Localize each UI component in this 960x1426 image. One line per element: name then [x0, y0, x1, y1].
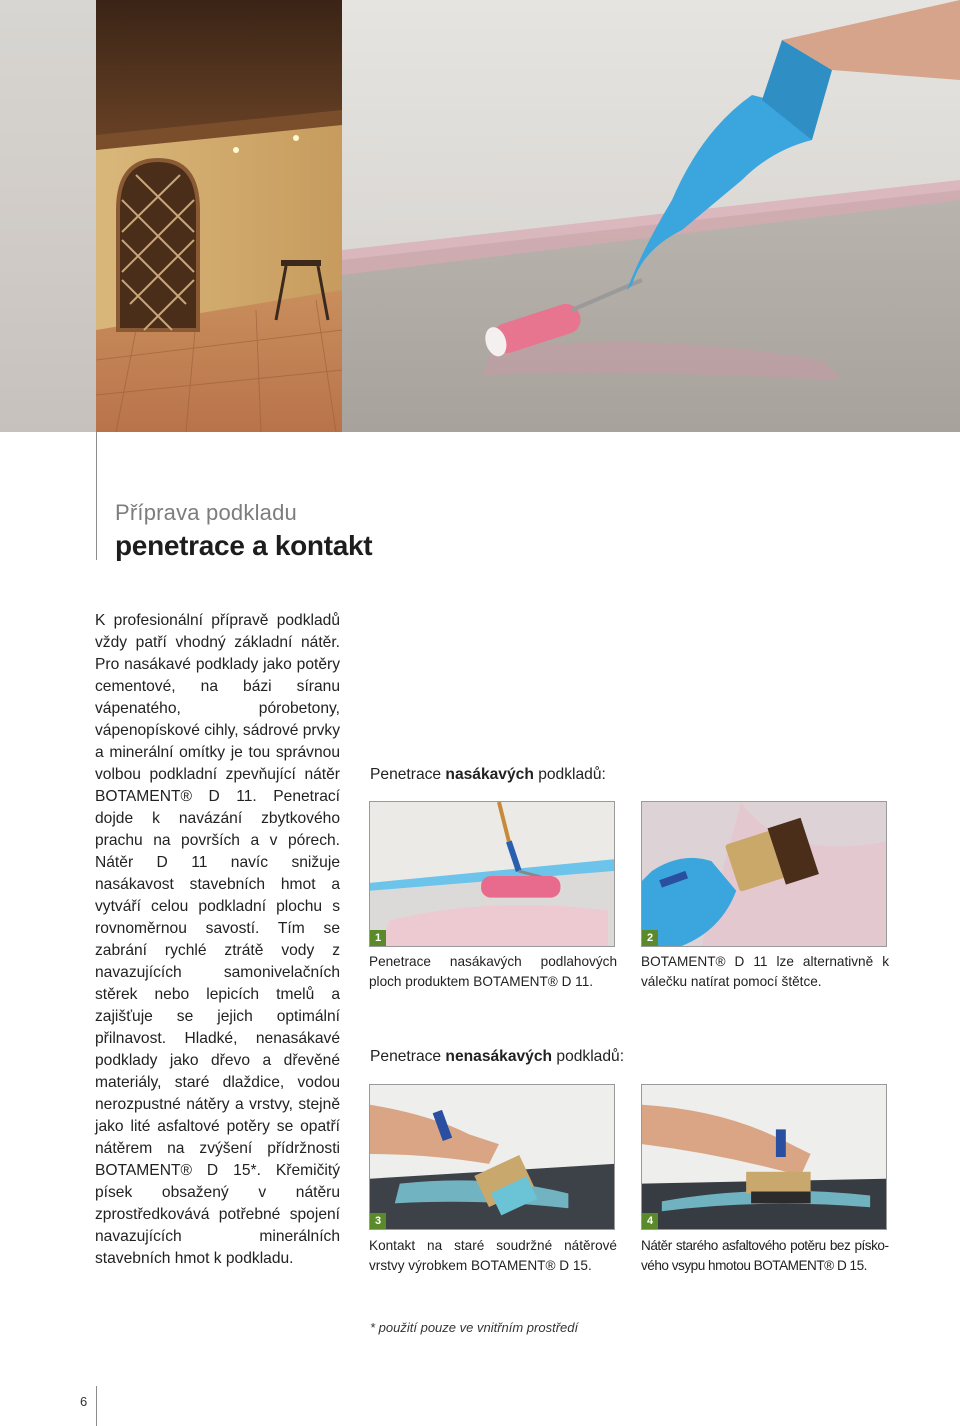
body-paragraph: K profesionální přípravě podkladů vždy patří vhodný základní nátěr. Pro nasákavé podklady jako potěry cementové, na bázi síranu vápenatého, pórobetony, vápenopískové cihly, sádrové prvky a minerální omítky je tou správnou volbou podkladní zpevňující nátěr BOTAMENT® D 11. Penetrací dojde k navázání zbytkového prachu na površích a v pórech. Nátěr D 11 navíc snižuje nasákavost stavebních hmot a vytváří celou podkladní plochu s rovnoměrnou savostí. Tím se zabrání rychlé ztrátě vody z navazujících samonivelačních stěrek nebo lepicích tmelů a zajišťuje se jejich optimální přilnavost. Hladké, nenasákavé podklady jako dřevo a dřevěné materiály, staré dlaždice, vodou nerozpustné nátěry a vrstvy, stejně jako lité asfaltové potěry se opatří nátěrem na zvýšení přídržnosti BOTAMENT® D 15*. Křemičitý písek obsažený v nátěru zprostředkovává potřebné spojení navazujících minerálních stavebních hmot k podkladu. — [95, 612, 340, 1267]
section-kicker: Příprava podkladu — [115, 500, 297, 525]
step-1-caption: Penetrace nasákavých podlahových ploch produktem BOTAMENT® D 11. — [369, 954, 617, 989]
step-4-badge: 4 — [642, 1213, 658, 1229]
step-2-photo — [641, 801, 887, 947]
step-1-photo — [369, 801, 615, 947]
step-3-photo — [369, 1084, 615, 1230]
heading-rule — [96, 432, 97, 560]
step-4-photo — [641, 1084, 887, 1230]
floor-priming-photo — [342, 0, 960, 432]
page-number: 6 — [80, 1394, 88, 1409]
body-text — [95, 610, 340, 1270]
wine-cellar-photo — [96, 0, 342, 432]
step-2-badge: 2 — [642, 930, 658, 946]
hero-photo-strip — [0, 0, 960, 432]
section-nonabsorbent-title: Penetrace nenasákavých podkladů: — [370, 1048, 625, 1065]
section-absorbent-title: Penetrace nasákavých podkladů: — [370, 766, 606, 783]
footnote: * použití pouze ve vnitřním prostředí — [370, 1320, 579, 1335]
page-title: penetrace a kontakt — [115, 530, 373, 561]
hero-wall-photo — [0, 0, 96, 432]
step-3-caption: Kontakt na staré soudržné nátěrové vrstvy výrobkem BOTAMENT® D 15. — [369, 1238, 617, 1273]
step-3-badge: 3 — [370, 1213, 386, 1229]
footer-rule — [96, 1386, 97, 1426]
step-4-caption: Nátěr starého asfaltového potěru bez pískového vsypu hmotou BOTAMENT® D 15. — [641, 1238, 889, 1273]
step-2-caption: BOTAMENT® D 11 lze alternativně k válečku natírat pomocí štětce. — [641, 954, 889, 989]
step-1-badge: 1 — [370, 930, 386, 946]
